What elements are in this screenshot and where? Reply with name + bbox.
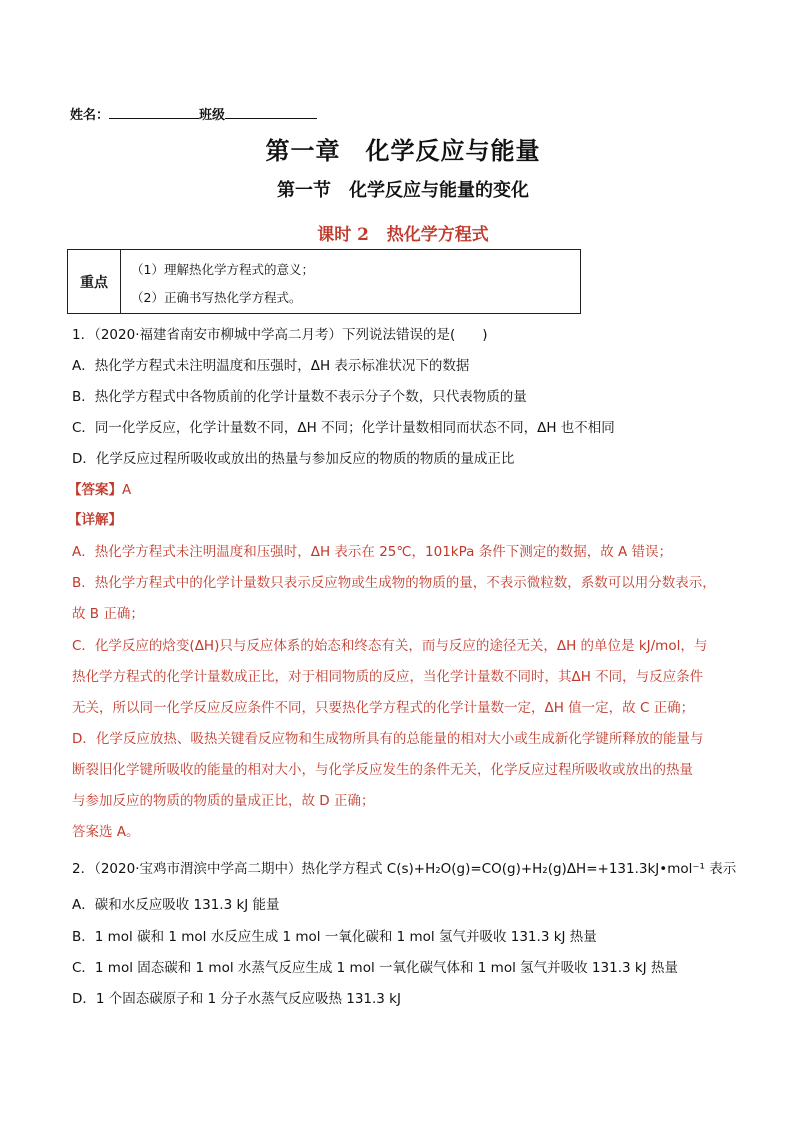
detail-line: B．热化学方程式中的化学计量数只表示反应物或生成物的物质的量，不表示微粒数，系数可以用分数表示，: [72, 575, 716, 591]
question-2-option-a: A．碳和水反应吸收 131.3 kJ 能量: [72, 897, 280, 913]
class-label: 班级: [199, 108, 226, 123]
answer-label: 【答案】: [68, 482, 122, 498]
lesson-prefix: 课时: [317, 225, 352, 245]
question-1-option-c: C．同一化学反应，化学计量数不同，ΔH 不同；化学计量数相同而状态不同，ΔH 也不相同: [72, 420, 615, 436]
lesson-name: 热化学方程式: [386, 225, 489, 245]
detail-line: 热化学方程式的化学计量数成正比，对于相同物质的反应，当化学计量数不同时，其ΔH 不同，与反应条件: [72, 669, 704, 685]
question-1-detail-label: [68, 508, 122, 528]
question-2-stem: 2．（2020·宝鸡市渭滨中学高二期中）热化学方程式 C(s)+H₂O(g)=CO(g)+H₂(g)ΔH=+131.3kJ•mol⁻¹ 表示: [72, 861, 737, 877]
chapter-title: 第一章 化学反应与能量: [265, 137, 541, 165]
question-2-option-b: B．1 mol 碳和 1 mol 水反应生成 1 mol 一氧化碳和 1 mol 氢气并吸收 131.3 kJ 热量: [72, 929, 597, 945]
key-points-table: [67, 249, 581, 314]
key-point-item: （2）正确书写热化学方程式。: [131, 290, 302, 305]
detail-line: A．热化学方程式未注明温度和压强时，ΔH 表示在 25℃，101kPa 条件下测定的数据，故 A 错误；: [72, 544, 673, 560]
question-2-option-d: D．1 个固态碳原子和 1 分子水蒸气反应吸热 131.3 kJ: [72, 991, 401, 1007]
lesson-number: 2: [357, 225, 369, 245]
question-1-answer: [68, 478, 131, 498]
question-1-stem: 1．（2020·福建省南安市柳城中学高二月考）下列说法错误的是( ): [72, 327, 488, 343]
name-blank[interactable]: [109, 106, 199, 119]
question-1-option-b: B．热化学方程式中各物质前的化学计量数不表示分子个数，只代表物质的量: [72, 389, 527, 405]
detail-line: 无关，所以同一化学反应反应条件不同，只要热化学方程式的化学计量数一定，ΔH 值一定，故 C 正确；: [72, 700, 695, 716]
class-blank[interactable]: [225, 106, 317, 119]
key-point-item: （1）理解热化学方程式的意义；: [131, 262, 314, 277]
question-1-conclusion: 答案选 A。: [72, 824, 140, 840]
name-class-line: [70, 104, 317, 123]
lesson-title: [6, 220, 794, 245]
question-1-option-a: A．热化学方程式未注明温度和压强时，ΔH 表示标准状况下的数据: [72, 358, 470, 374]
detail-line: 故 B 正确；: [72, 606, 144, 622]
key-points-label: 重点: [68, 250, 121, 313]
detail-line: 与参加反应的物质的物质的量成正比，故 D 正确；: [72, 793, 375, 809]
answer-value: A: [122, 482, 132, 498]
detail-line: 断裂旧化学键所吸收的能量的相对大小，与化学反应发生的条件无关，化学反应过程所吸收或放出的热量: [72, 762, 693, 778]
detail-label: 【详解】: [68, 512, 122, 528]
question-2-option-c: C．1 mol 固态碳和 1 mol 水蒸气反应生成 1 mol 一氧化碳气体和 1 mol 氢气并吸收 131.3 kJ 热量: [72, 960, 678, 976]
question-1-option-d: D．化学反应过程所吸收或放出的热量与参加反应的物质的物质的量成正比: [72, 451, 515, 467]
section-title: 第一节 化学反应与能量的变化: [277, 180, 529, 201]
detail-line: D．化学反应放热、吸热关键看反应物和生成物所具有的总能量的相对大小或生成新化学键所释放的能量与: [72, 731, 704, 747]
detail-line: C．化学反应的焓变(ΔH)只与反应体系的始态和终态有关，而与反应的途径无关，ΔH 的单位是 kJ/mol，与: [72, 638, 708, 654]
name-label: 姓名：: [70, 108, 110, 123]
